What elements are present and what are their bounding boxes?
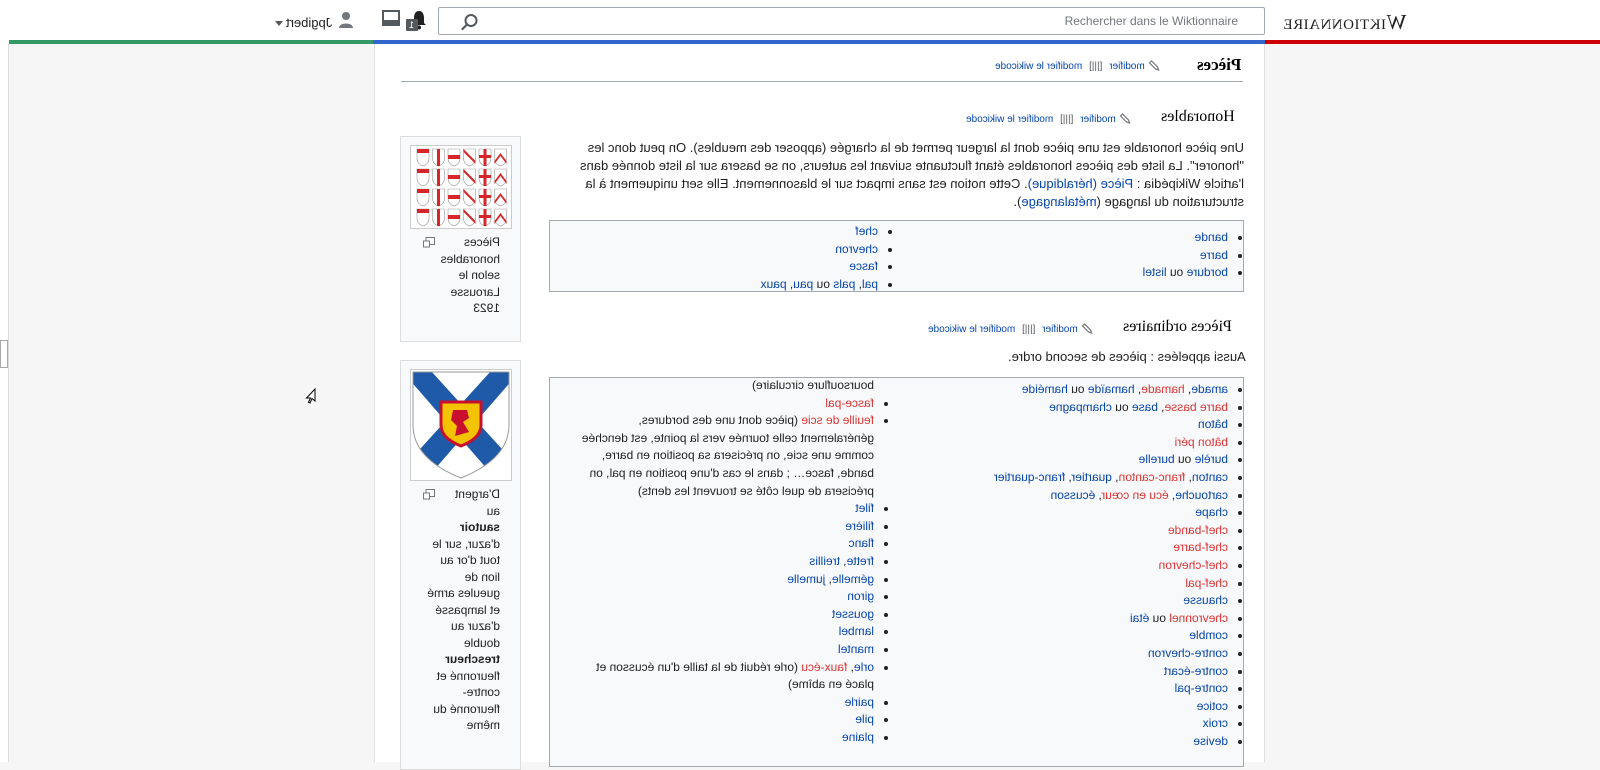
- edit-link[interactable]: modifier: [1042, 324, 1078, 335]
- term-link[interactable]: champagne: [1049, 399, 1112, 414]
- term-link[interactable]: jumelle: [787, 571, 826, 586]
- list-text: ,: [1095, 487, 1102, 502]
- caption-line: Larousse: [450, 284, 500, 299]
- list-item: [554, 395, 874, 413]
- mini-shield: [479, 189, 491, 206]
- term-link[interactable]: pals: [833, 276, 856, 291]
- missing-term-link[interactable]: chef-bande: [1167, 522, 1228, 537]
- list-text: ou: [1067, 382, 1088, 396]
- term-link[interactable]: pairle: [844, 694, 874, 709]
- list-text: ,: [839, 553, 847, 568]
- term-link[interactable]: lambel: [838, 624, 874, 639]
- mini-shield: [448, 149, 460, 166]
- caption-line: d'azur au: [451, 619, 500, 633]
- list-item: [898, 627, 1228, 645]
- term-link[interactable]: barre: [1199, 247, 1228, 262]
- mini-shield: [417, 169, 429, 186]
- heading-honorables: Honorables: [1161, 108, 1235, 125]
- missing-term-link[interactable]: faux-écu: [801, 659, 848, 674]
- site-logo[interactable]: Wiktionnaire: [1283, 10, 1407, 34]
- term-link[interactable]: flanc: [848, 536, 874, 551]
- list-item: [898, 247, 1228, 265]
- list-item: [898, 557, 1228, 575]
- caption-line: et lampassé: [435, 602, 500, 617]
- term-link[interactable]: contre-écart: [1163, 663, 1228, 678]
- list-item: [554, 711, 874, 729]
- list-text: ,: [1168, 487, 1176, 502]
- list-text: ou: [1166, 265, 1187, 280]
- mini-shield: [464, 149, 476, 166]
- list-text: ,: [847, 659, 854, 674]
- mini-shield: [448, 209, 460, 226]
- heading-pieces-ordinaires: Pièces ordinaires: [1123, 318, 1232, 335]
- list-item: [898, 715, 1228, 733]
- bullet-list: [898, 381, 1242, 750]
- list-item: [898, 539, 1228, 557]
- mouse-cursor-icon: [304, 388, 316, 404]
- edit-links-ordinaires: modifier [|||] modifier le wikicode: [928, 322, 1098, 335]
- term-link[interactable]: bâton: [1197, 417, 1228, 432]
- list-item: [554, 729, 874, 747]
- list-item: [554, 623, 874, 641]
- honorables-list-col1: [898, 229, 1242, 282]
- term-link[interactable]: chape: [1195, 505, 1228, 520]
- left-margin: [0, 44, 9, 762]
- list-text: ou: [813, 276, 834, 291]
- list-text: généralement celle tournée vers la pointe, est denchée: [581, 430, 874, 445]
- missing-term-link[interactable]: chevronnel: [1169, 610, 1228, 625]
- list-text: (pièce dont une des bordures,: [638, 413, 802, 428]
- term-link[interactable]: amade: [1191, 382, 1228, 396]
- list-item: [554, 606, 874, 624]
- thumbnail-nova-scotia-arms: [400, 360, 521, 770]
- list-text: ou: [1111, 399, 1132, 414]
- caption-line: Pièces: [463, 235, 500, 249]
- missing-term-link[interactable]: écu en cœur: [1101, 487, 1169, 502]
- term-link[interactable]: treillis: [809, 553, 840, 568]
- list-item: [898, 416, 1228, 434]
- list-text: placé en abîme): [787, 677, 874, 692]
- list-item: [554, 483, 874, 501]
- ordinaires-list-col1: [898, 381, 1242, 750]
- list-text: ,: [825, 571, 832, 586]
- edit-links-pieces: modifier [|||] modifier le wikicode: [995, 59, 1165, 72]
- term-link[interactable]: listel: [1142, 265, 1167, 280]
- list-item: [554, 500, 874, 518]
- term-link[interactable]: paux: [760, 276, 787, 291]
- mini-shield: [433, 149, 445, 166]
- list-item: [554, 412, 874, 430]
- term-link[interactable]: giron: [847, 589, 874, 604]
- pencil-icon: [1081, 322, 1093, 334]
- bullet-list: [554, 395, 888, 747]
- term-link[interactable]: cartouche: [1175, 487, 1228, 502]
- term-link[interactable]: base: [1131, 399, 1158, 414]
- search-icon[interactable]: [461, 13, 479, 31]
- mini-shield: [417, 149, 429, 166]
- list-text: ,: [1184, 382, 1192, 396]
- list-item: [552, 223, 878, 241]
- list-text: (orle réduit de la taille d'un écusson et: [596, 659, 802, 674]
- mini-shield: [479, 169, 491, 186]
- search-input[interactable]: [484, 8, 1264, 34]
- mini-shield: [479, 209, 491, 226]
- list-text: ,: [1111, 469, 1119, 484]
- missing-term-link[interactable]: barre basse: [1164, 399, 1228, 414]
- term-link[interactable]: canton: [1191, 469, 1228, 484]
- caption-line: honorables: [440, 251, 500, 266]
- list-item: [554, 518, 874, 536]
- thumbnail-image-frame[interactable]: [410, 369, 512, 481]
- username-link[interactable]: Jpgibert: [286, 15, 333, 30]
- list-item: [898, 229, 1228, 247]
- caption-line: contre-: [462, 685, 500, 699]
- heading-pieces: Pièces: [1197, 55, 1242, 74]
- list-item: [554, 571, 874, 589]
- list-item: [898, 663, 1228, 681]
- term-link[interactable]: mantel: [837, 641, 874, 656]
- term-link[interactable]: bordure: [1186, 265, 1228, 280]
- list-item: [898, 487, 1228, 505]
- user-avatar-icon[interactable]: [338, 11, 354, 28]
- mini-shield: [433, 189, 445, 206]
- term-link[interactable]: pile: [855, 712, 874, 727]
- mini-shield: [448, 169, 460, 186]
- mini-shield: [495, 169, 507, 186]
- caption-line: double: [463, 635, 500, 650]
- term-link[interactable]: gémelle: [831, 571, 874, 586]
- list-text: ou: [1174, 452, 1195, 467]
- edit-links-honorables: modifier [|||] modifier le wikicode: [966, 112, 1136, 125]
- term-link[interactable]: bande: [1194, 230, 1228, 244]
- term-link[interactable]: hamaïde: [1087, 382, 1135, 396]
- term-link[interactable]: contre-chevron: [1147, 645, 1228, 660]
- mini-shield: [464, 209, 476, 226]
- list-item: [898, 504, 1228, 522]
- list-item: [898, 575, 1228, 593]
- ordinaires-list-box: [549, 377, 1244, 767]
- term-link[interactable]: contre-pal: [1174, 681, 1228, 696]
- list-text: précisera de quel côté se trouvent les dents): [637, 483, 874, 498]
- term-link[interactable]: burelle: [1138, 452, 1175, 467]
- list-text: ,: [1134, 382, 1142, 396]
- term-link[interactable]: filière: [845, 518, 874, 533]
- list-text: ,: [855, 276, 862, 291]
- term-link[interactable]: plaine: [841, 729, 874, 744]
- list-item: [552, 276, 878, 294]
- term-link[interactable]: orle: [853, 659, 874, 674]
- term-link[interactable]: devise: [1193, 733, 1228, 748]
- honorables-list-box: [549, 220, 1244, 292]
- list-item: [898, 610, 1228, 628]
- list-item: [554, 588, 874, 606]
- list-item: [552, 241, 878, 259]
- list-item: [554, 447, 874, 465]
- mini-shield: [495, 189, 507, 206]
- term-link[interactable]: croix: [1202, 716, 1228, 731]
- missing-term-link[interactable]: bâton péri: [1174, 434, 1228, 449]
- top-bar: [0, 0, 1600, 44]
- caption-line: au: [486, 503, 500, 518]
- term-link[interactable]: filet: [855, 501, 874, 516]
- mini-shield: [495, 149, 507, 166]
- list-item: [898, 264, 1228, 282]
- term-link[interactable]: frette: [846, 553, 874, 568]
- ordinaires-intro: Aussi appelées : pièces de second ordre.: [1008, 349, 1246, 364]
- list-item: [898, 522, 1228, 540]
- caption-line[interactable]: trescheur: [445, 652, 500, 666]
- pencil-icon: [1119, 112, 1131, 124]
- list-text: ,: [786, 276, 794, 291]
- list-item: [554, 641, 874, 659]
- missing-term-link[interactable]: hamade: [1141, 382, 1185, 396]
- honorables-list-col2: [552, 223, 892, 293]
- caption-line: 1923: [473, 301, 500, 315]
- list-item: [898, 680, 1228, 698]
- caption-line: fleuronné et: [436, 668, 500, 683]
- caption-line: tout d'or au: [440, 553, 500, 567]
- list-item: [554, 535, 874, 553]
- mini-shield: [433, 209, 445, 226]
- term-link[interactable]: chausse: [1183, 593, 1228, 608]
- term-link[interactable]: haméide: [1021, 382, 1068, 396]
- list-text: comme une scie, on précisera sa position en barre,: [601, 448, 874, 463]
- thumbnail-caption: [417, 234, 500, 317]
- missing-term-link[interactable]: chef-barre: [1173, 540, 1228, 555]
- list-item: [898, 469, 1228, 487]
- missing-term-link[interactable]: feuille de scie: [801, 413, 874, 428]
- list-item: [898, 451, 1228, 469]
- mini-shield: [495, 209, 507, 226]
- missing-term-link[interactable]: chef-pal: [1185, 575, 1228, 590]
- caption-line: gueules armé: [427, 586, 500, 600]
- honorables-paragraph: Une pièce honorable est une pièce dont la largeur permet de la chargée (apposer des meubles). On peut donc les "honorer". La liste des pièces honorables étant fluctuante suivant les auteurs, on se basera sur la liste donnée dans l'article Wikipédia : Pièce (héraldique). Cette notion est sans impact sur le blasonnement. Elle sert uniquement à la structuration du langage (métalangage).: [580, 140, 1244, 209]
- edit-wikicode-link[interactable]: modifier le wikicode: [995, 61, 1083, 72]
- mini-shield: [464, 169, 476, 186]
- list-item: [898, 592, 1228, 610]
- caption-line: d'azur, sur le: [432, 536, 500, 551]
- edit-link[interactable]: modifier: [1109, 61, 1145, 72]
- inbox-icon[interactable]: [382, 10, 400, 26]
- term-link[interactable]: fasce: [849, 259, 878, 274]
- list-text: ,: [1157, 399, 1165, 414]
- caption-line: D'argent: [455, 487, 500, 501]
- header-color-strip-green: [9, 40, 373, 44]
- edit-wikicode-link[interactable]: modifier le wikicode: [928, 324, 1016, 335]
- missing-term-link[interactable]: chef-chevron: [1158, 557, 1228, 572]
- term-link[interactable]: pal: [861, 276, 878, 291]
- coat-of-arms-image[interactable]: [411, 370, 511, 480]
- list-text: ,: [1185, 469, 1192, 484]
- list-item: [554, 465, 874, 483]
- chevron-down-icon[interactable]: [275, 21, 283, 26]
- edit-wikicode-link[interactable]: modifier le wikicode: [966, 114, 1054, 125]
- link-piece-heraldique[interactable]: Pièce (héraldique): [1027, 176, 1134, 191]
- mini-shield: [448, 189, 460, 206]
- term-link[interactable]: franc-quartier: [993, 469, 1066, 484]
- caption-line: lion de: [464, 569, 500, 584]
- list-item: [898, 381, 1228, 399]
- mini-shield: [479, 149, 491, 166]
- link-metalangage[interactable]: métalangage: [1021, 194, 1097, 209]
- term-link[interactable]: burèle: [1194, 452, 1228, 467]
- header-color-strip-red: [1265, 40, 1600, 44]
- notification-badge[interactable]: 1: [406, 19, 418, 31]
- edit-link[interactable]: modifier: [1080, 114, 1116, 125]
- mini-shield: [433, 169, 445, 186]
- term-link[interactable]: cotice: [1196, 698, 1228, 713]
- list-item: [554, 694, 874, 712]
- bullet-list: [552, 223, 892, 293]
- caption-line: selon le: [458, 268, 500, 282]
- caption-line[interactable]: sautoir: [459, 520, 500, 534]
- term-link[interactable]: comble: [1189, 628, 1228, 643]
- heading-underline: [401, 81, 1243, 82]
- list-item: [898, 434, 1228, 452]
- missing-term-link[interactable]: franc-canton: [1118, 469, 1186, 484]
- bullet-list: [898, 229, 1242, 282]
- term-link[interactable]: chef: [855, 224, 878, 238]
- mini-shield: [464, 189, 476, 206]
- search-box[interactable]: [438, 7, 1265, 35]
- list-item: [898, 399, 1228, 417]
- caption-line: fleuronné du: [433, 701, 500, 716]
- caption-line: même: [466, 718, 500, 732]
- term-link[interactable]: écusson: [1050, 487, 1096, 502]
- list-text: bande, fasce… ; dans le cas d'une position en pal, on: [589, 465, 874, 480]
- list-item: [552, 258, 878, 276]
- term-link[interactable]: gousset: [831, 606, 874, 621]
- thumbnail-pieces-honorables: [400, 136, 521, 342]
- thumbnail-image-frame[interactable]: [410, 145, 512, 229]
- sidebar-toggle-handle[interactable]: [0, 340, 8, 368]
- term-link[interactable]: chevron: [835, 241, 878, 256]
- term-link[interactable]: quartier: [1071, 469, 1112, 484]
- list-item: [898, 645, 1228, 663]
- mini-shield: [417, 189, 429, 206]
- list-item: [898, 698, 1228, 716]
- list-item: [898, 733, 1228, 751]
- pencil-icon: [1148, 59, 1160, 71]
- article-content: [374, 44, 1265, 762]
- ordinaires-list-col2: boursouflure circulaire) • fasce-pal • feuille de scie (pièce dont une des bordures, généralement celle tournée vers la pointe, est denchée comme une scie, on précisera sa position en barre, bande, fasce… ; dans le cas d'une position en pal, on précisera de quel côté se trouvent les dents) • filet • filière • flanc • frette, treillis • gémelle, jumelle • giron • gousset • lambel • mantel • orle, faux-écu (orle réduit de la taille d'un écusson et placé en abîme) • pairle • pile • plaine: [554, 377, 888, 746]
- heraldic-pieces-grid-image[interactable]: [411, 146, 511, 228]
- term-link[interactable]: étai: [1129, 610, 1150, 625]
- list-item: [554, 659, 874, 677]
- list-text: ,: [1065, 469, 1072, 484]
- list-item: [554, 553, 874, 571]
- list-text: ou: [1149, 610, 1170, 625]
- list-item: [554, 430, 874, 448]
- list-item: [554, 676, 874, 694]
- missing-term-link[interactable]: fasce-pal: [825, 395, 874, 410]
- thumbnail-caption: [417, 486, 500, 734]
- term-link[interactable]: pau: [793, 276, 814, 291]
- mini-shield: [417, 209, 429, 226]
